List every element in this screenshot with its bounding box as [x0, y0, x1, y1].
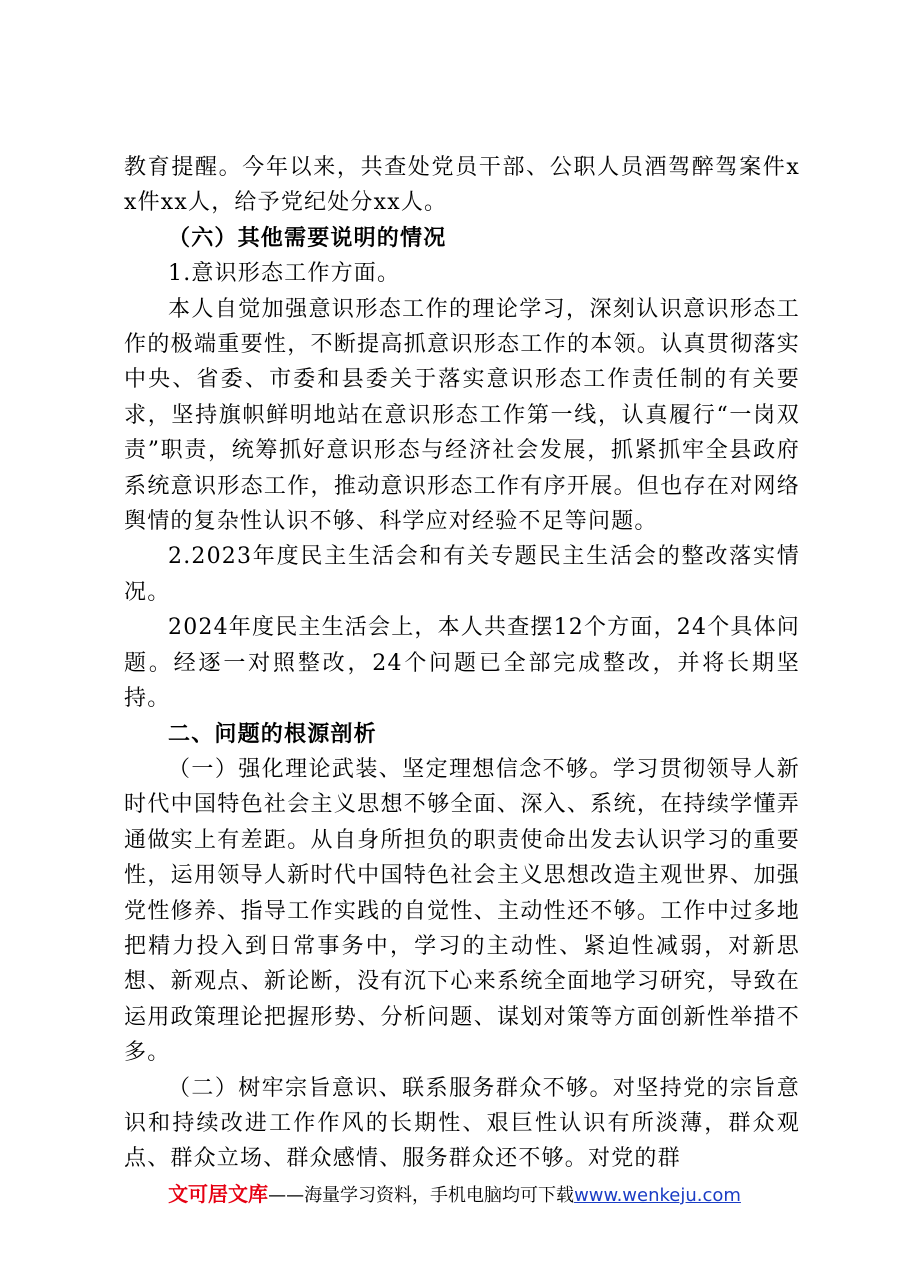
section-heading: 二、问题的根源剖析 — [168, 720, 377, 747]
body-paragraph: 2024年度民主生活会上，本人共查摆12个方面，24个具体问题。经逐一对照整改，24个问题已全部完成整改，并将长期坚持。 — [124, 615, 800, 712]
footer-brand: 文可居文库 — [168, 1182, 269, 1206]
body-paragraph: 教育提醒。今年以来，共查处党员干部、公职人员酒驾醉驾案件xx件xx人，给予党纪处分xx人。 — [124, 155, 800, 216]
body-paragraph: （一）强化理论武装、坚定理想信念不够。学习贯彻领导人新时代中国特色社会主义思想不够全面、深入、系统，在持续学懂弄通做实上有差距。从自身所担负的职责使命出发去认识学习的重要性，运用领导人新时代中国特色社会主义思想改造主观世界、加强党性修养、指导工作实践的自觉性、主动性还不够。工作中过多地把精力投入到日常事务中，学习的主动性、紧迫性减弱，对新思想、新观点、新论断，没有沉下心来系统全面地学习研究，导致在运用政策理论把握形势、分析问题、谋划对策等方面创新性举措不多。 — [124, 756, 800, 1066]
body-paragraph: 本人自觉加强意识形态工作的理论学习，深刻认识意识形态工作的极端重要性，不断提高抓意识形态工作的本领。认真贯彻落实中央、省委、市委和县委关于落实意识形态工作责任制的有关要求，坚持旗帜鲜明地站在意识形态工作第一线，认真履行“一岗双责”职责，统筹抓好意识形态与经济社会发展，抓紧抓牢全县政府系统意识形态工作，推动意识形态工作有序开展。但也存在对网络舆情的复杂性认识不够、科学应对经验不足等问题。 — [124, 296, 800, 535]
body-paragraph: （二）树牢宗旨意识、联系服务群众不够。对坚持党的宗旨意识和持续改进工作作风的长期性、艰巨性认识有所淡薄，群众观点、群众立场、群众感情、服务群众还不够。对党的群 — [124, 1075, 800, 1172]
body-paragraph: 1.意识形态工作方面。 — [168, 261, 401, 287]
body-paragraph: 2.2023年度民主生活会和有关专题民主生活会的整改落实情况。 — [124, 544, 800, 605]
footer-tagline: ——海量学习资料，手机电脑均可下载 — [268, 1185, 575, 1206]
section-heading: （六）其他需要说明的情况 — [168, 224, 447, 251]
footer-banner — [0, 1180, 909, 1210]
document-body — [124, 150, 800, 1177]
footer-url-link[interactable]: www.wenkeju.com — [574, 1185, 741, 1206]
